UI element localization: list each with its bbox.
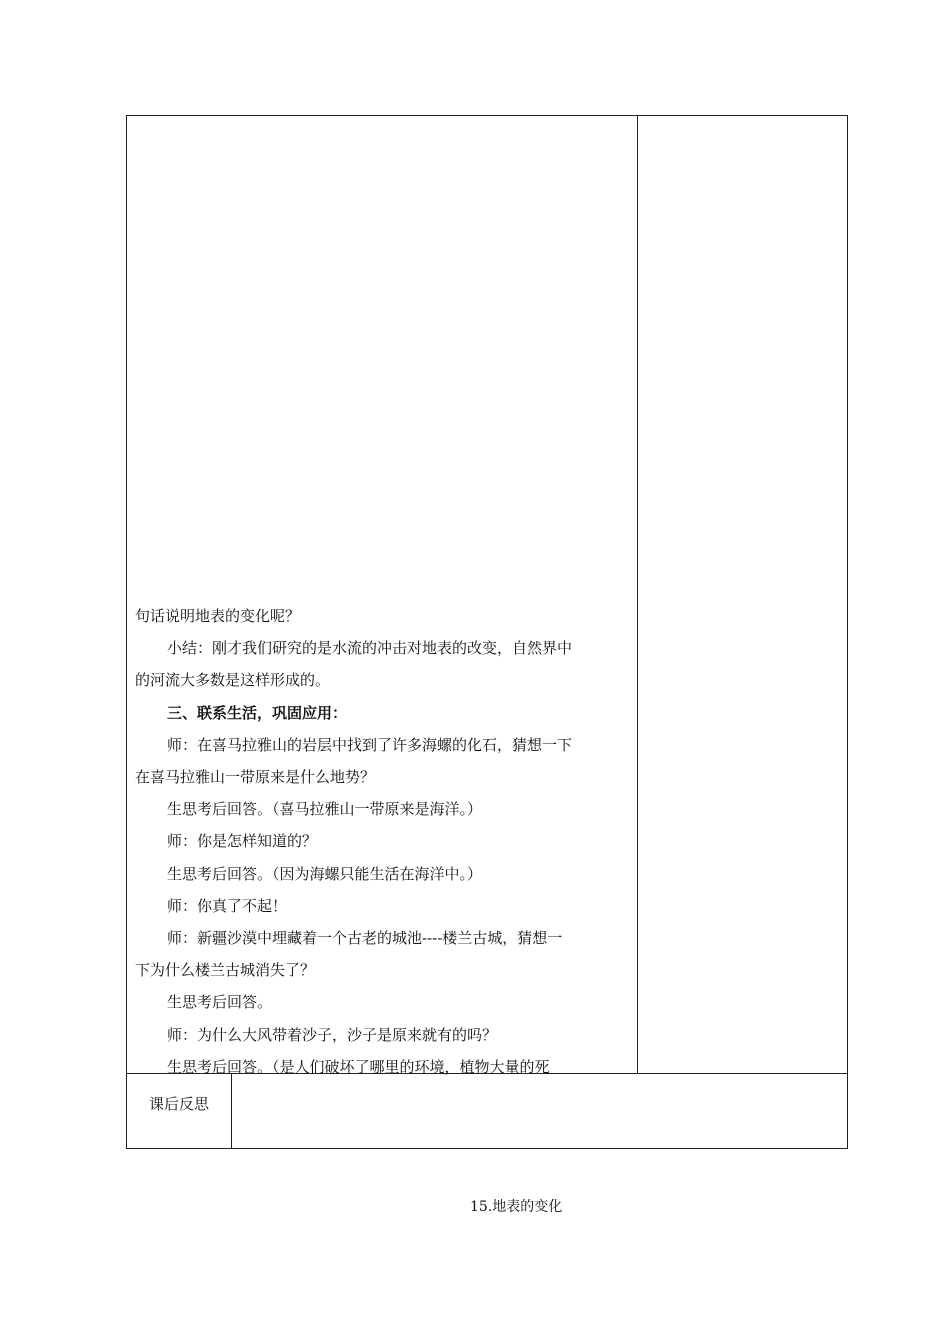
reflection-label: 课后反思	[148, 1095, 209, 1113]
lesson-paragraph: 师：你是怎样知道的？	[167, 832, 318, 851]
lesson-paragraph: 小结：刚才我们研究的是水流的冲击对地表的改变，自然界中	[167, 639, 573, 658]
lesson-paragraph: 下为什么楼兰古城消失了？	[135, 961, 316, 980]
lesson-paragraph: 生思考后回答。	[167, 993, 273, 1012]
lesson-paragraph: 师：为什么大风带着沙子，沙子是原来就有的吗？	[167, 1025, 498, 1044]
lesson-paragraph: 在喜马拉雅山一带原来是什么地势？	[135, 768, 376, 787]
lesson-paragraph: 生思考后回答。（因为海螺只能生活在海洋中。）	[167, 864, 483, 883]
lesson-paragraph: 师：在喜马拉雅山的岩层中找到了许多海螺的化石，猜想一下	[167, 735, 573, 754]
notes-column-divider	[637, 115, 638, 1073]
lesson-paragraph: 三、联系生活，巩固应用：	[167, 703, 348, 722]
lesson-body	[135, 600, 630, 1083]
lesson-paragraph: 生思考后回答。（喜马拉雅山一带原来是海洋。）	[167, 800, 483, 819]
lesson-paragraph: 师：你真了不起！	[167, 896, 288, 915]
lesson-paragraph: 师：新疆沙漠中埋藏着一个古老的城池----楼兰古城，猜想一	[167, 929, 563, 948]
lesson-footer-title: 15.地表的变化	[470, 1199, 563, 1215]
lesson-paragraph: 句话说明地表的变化呢？	[135, 607, 301, 625]
lesson-paragraph: 的河流大多数是这样形成的。	[135, 671, 331, 690]
lesson-paragraph: 生思考后回答。（是人们破坏了哪里的环境，植物大量的死	[167, 1057, 550, 1076]
reflection-label-divider	[231, 1073, 232, 1149]
